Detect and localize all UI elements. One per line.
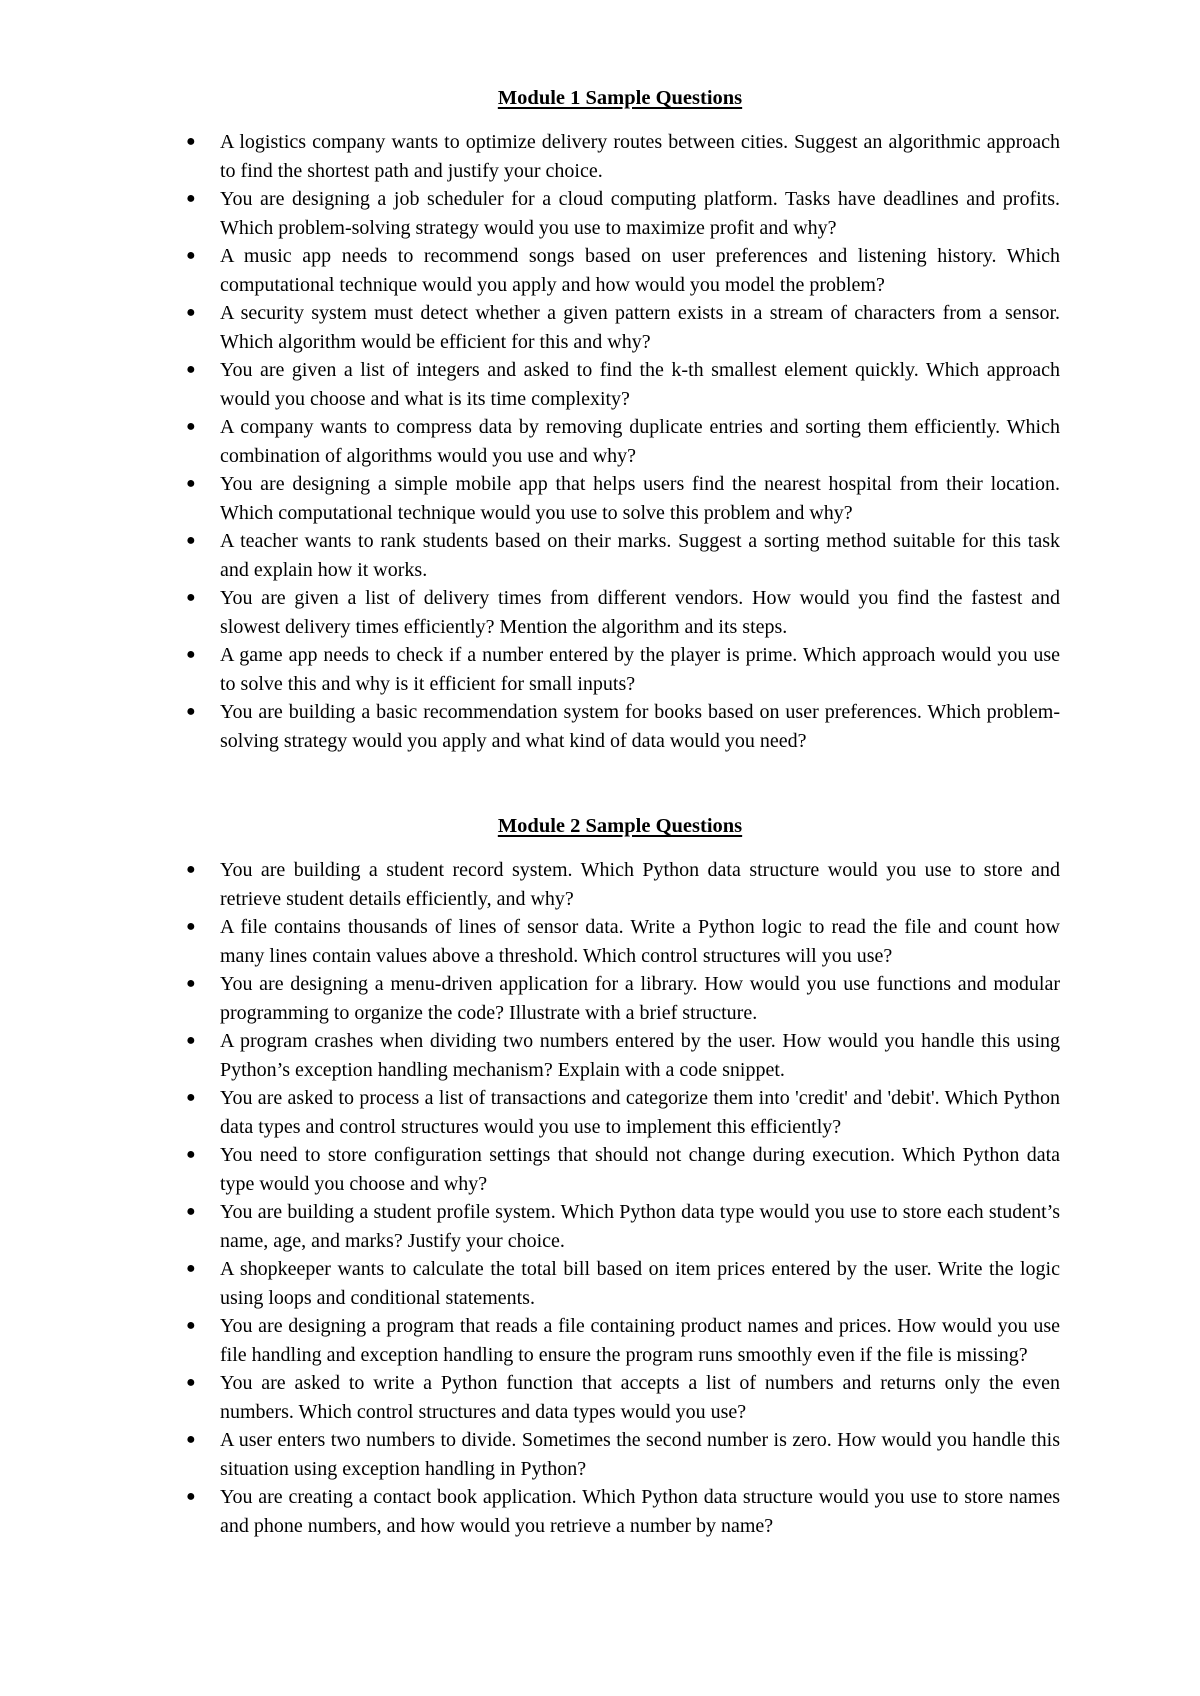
bullet-icon: ●: [186, 361, 196, 378]
bullet-icon: ●: [186, 1260, 196, 1277]
bullet-icon: ●: [186, 532, 196, 549]
question-text: You need to store configuration settings that should not change during execution. Which Python data type would you choose and why?: [220, 1144, 1060, 1195]
question-list: [180, 128, 1060, 755]
list-item: [180, 1255, 1060, 1312]
list-item: [180, 641, 1060, 698]
bullet-icon: ●: [186, 1374, 196, 1391]
bullet-icon: ●: [186, 589, 196, 606]
question-text: You are asked to process a list of transactions and categorize them into 'credit' and 'debit'. Which Python data types and control structures would you use to implement this efficiently?: [220, 1087, 1060, 1138]
bullet-icon: ●: [186, 1146, 196, 1163]
bullet-icon: ●: [186, 1203, 196, 1220]
bullet-icon: ●: [186, 418, 196, 435]
question-text: You are designing a job scheduler for a cloud computing platform. Tasks have deadlines and profits. Which problem-solving strategy would you use to maximize profit and why?: [220, 188, 1060, 239]
list-item: [180, 527, 1060, 584]
question-text: You are asked to write a Python function that accepts a list of numbers and returns only the even numbers. Which control structures and data types would you use?: [220, 1372, 1060, 1423]
bullet-icon: ●: [186, 304, 196, 321]
question-text: A music app needs to recommend songs based on user preferences and listening history. Which computational technique would you apply and how would you model the problem?: [220, 245, 1060, 296]
question-text: You are designing a program that reads a file containing product names and prices. How would you use file handling and exception handling to ensure the program runs smoothly even if the file is missing?: [220, 1315, 1060, 1366]
section-title: Module 2 Sample Questions: [497, 815, 743, 837]
question-text: You are given a list of delivery times from different vendors. How would you find the fastest and slowest delivery times efficiently? Mention the algorithm and its steps.: [220, 587, 1060, 638]
question-text: A teacher wants to rank students based on their marks. Suggest a sorting method suitable for this task and explain how it works.: [220, 530, 1060, 581]
list-item: [180, 185, 1060, 242]
bullet-icon: ●: [186, 1431, 196, 1448]
bullet-icon: ●: [186, 703, 196, 720]
list-item: [180, 1084, 1060, 1141]
list-item: [180, 1426, 1060, 1483]
question-text: A company wants to compress data by removing duplicate entries and sorting them efficiently. Which combination of algorithms would you use and why?: [220, 416, 1060, 467]
question-text: You are building a student record system. Which Python data structure would you use to store and retrieve student details efficiently, and why?: [220, 859, 1060, 910]
list-item: [180, 356, 1060, 413]
question-text: You are creating a contact book application. Which Python data structure would you use to store names and phone numbers, and how would you retrieve a number by name?: [220, 1486, 1060, 1537]
bullet-icon: ●: [186, 646, 196, 663]
bullet-icon: ●: [186, 1032, 196, 1049]
list-item: [180, 242, 1060, 299]
bullet-icon: ●: [186, 975, 196, 992]
list-item: [180, 856, 1060, 913]
list-item: [180, 970, 1060, 1027]
list-item: [180, 1312, 1060, 1369]
list-item: [180, 1141, 1060, 1198]
question-text: A program crashes when dividing two numbers entered by the user. How would you handle this using Python’s exception handling mechanism? Explain with a code snippet.: [220, 1030, 1060, 1081]
bullet-icon: ●: [186, 247, 196, 264]
question-text: You are building a basic recommendation system for books based on user preferences. Which problem-solving strategy would you apply and what kind of data would you need?: [220, 701, 1060, 752]
module-1-section: [180, 84, 1060, 755]
list-item: [180, 1369, 1060, 1426]
section-title: Module 1 Sample Questions: [497, 87, 743, 109]
list-item: [180, 128, 1060, 185]
module-2-section: [180, 812, 1060, 1540]
list-item: [180, 1198, 1060, 1255]
bullet-icon: ●: [186, 475, 196, 492]
list-item: [180, 584, 1060, 641]
question-text: A user enters two numbers to divide. Sometimes the second number is zero. How would you handle this situation using exception handling in Python?: [220, 1429, 1060, 1480]
question-text: A file contains thousands of lines of sensor data. Write a Python logic to read the file and count how many lines contain values above a threshold. Which control structures will you use?: [220, 916, 1060, 967]
bullet-icon: ●: [186, 190, 196, 207]
list-item: [180, 413, 1060, 470]
question-text: You are designing a menu-driven application for a library. How would you use functions and modular programming to organize the code? Illustrate with a brief structure.: [220, 973, 1060, 1024]
list-item: [180, 1483, 1060, 1540]
question-text: You are given a list of integers and asked to find the k-th smallest element quickly. Which approach would you choose and what is its time complexity?: [220, 359, 1060, 410]
question-text: A game app needs to check if a number entered by the player is prime. Which approach would you use to solve this and why is it efficient for small inputs?: [220, 644, 1060, 695]
question-text: You are building a student profile system. Which Python data type would you use to store each student’s name, age, and marks? Justify your choice.: [220, 1201, 1060, 1252]
question-text: A logistics company wants to optimize delivery routes between cities. Suggest an algorithmic approach to find the shortest path and justify your choice.: [220, 131, 1060, 182]
bullet-icon: ●: [186, 861, 196, 878]
list-item: [180, 1027, 1060, 1084]
list-item: [180, 913, 1060, 970]
question-text: A shopkeeper wants to calculate the total bill based on item prices entered by the user. Write the logic using loops and conditional statements.: [220, 1258, 1060, 1309]
list-item: [180, 299, 1060, 356]
question-text: A security system must detect whether a given pattern exists in a stream of characters from a sensor. Which algorithm would be efficient for this and why?: [220, 302, 1060, 353]
list-item: [180, 470, 1060, 527]
bullet-icon: ●: [186, 1317, 196, 1334]
question-list: [180, 856, 1060, 1540]
bullet-icon: ●: [186, 918, 196, 935]
bullet-icon: ●: [186, 1089, 196, 1106]
question-text: You are designing a simple mobile app that helps users find the nearest hospital from their location. Which computational technique would you use to solve this problem and why?: [220, 473, 1060, 524]
bullet-icon: ●: [186, 133, 196, 150]
list-item: [180, 698, 1060, 755]
bullet-icon: ●: [186, 1488, 196, 1505]
